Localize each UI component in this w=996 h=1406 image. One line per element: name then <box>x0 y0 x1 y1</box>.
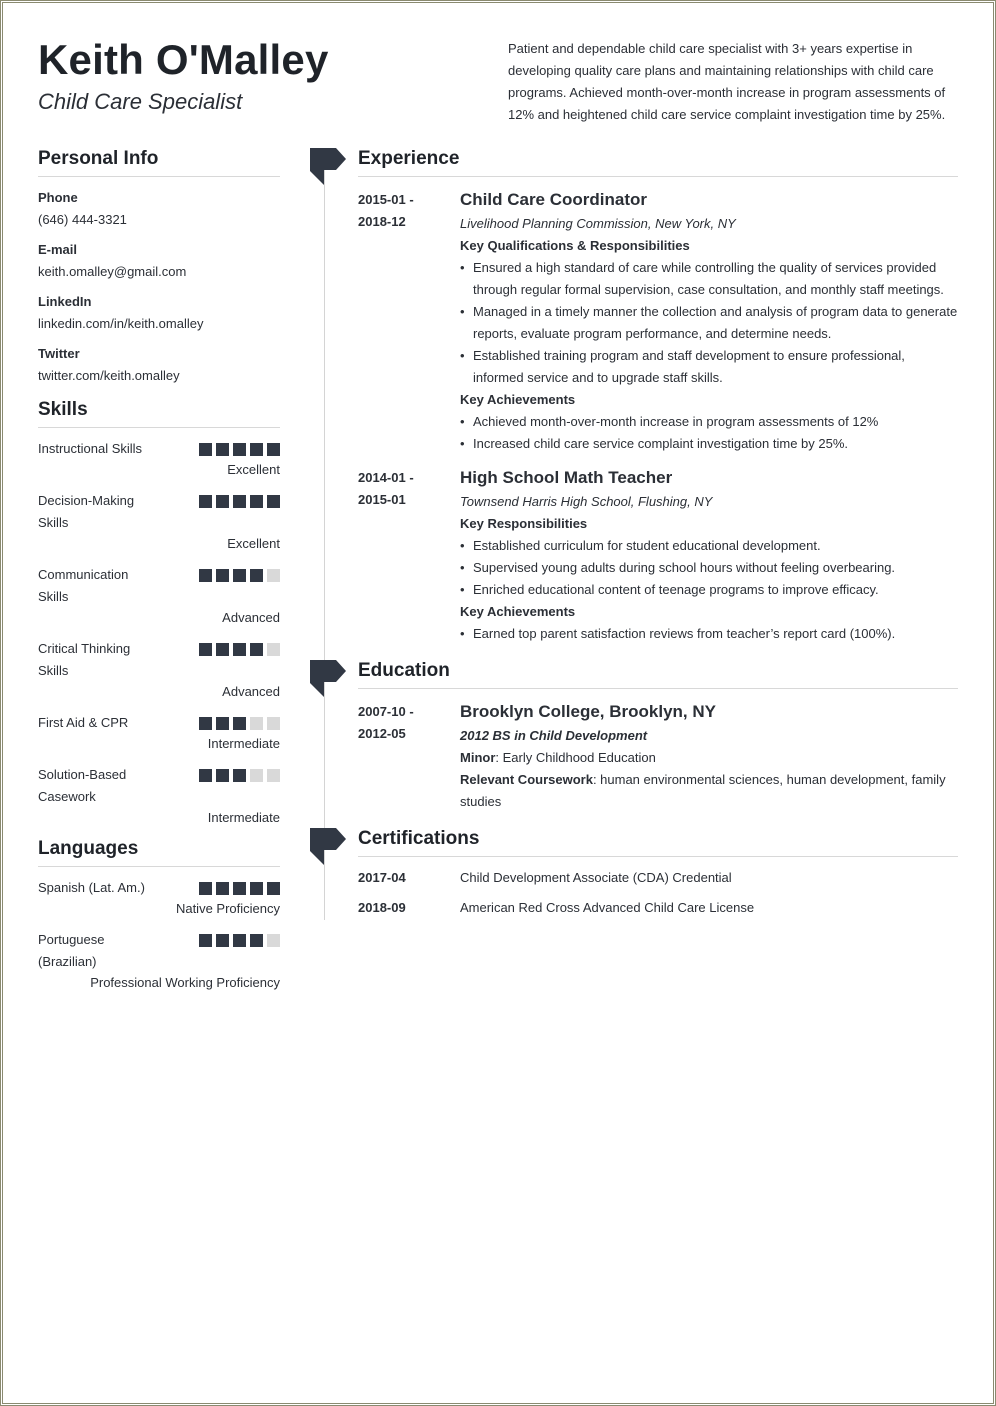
rating-square-filled <box>216 643 229 656</box>
skill-name: Instructional Skills <box>38 441 143 456</box>
date-end: 2015-01 <box>358 492 406 507</box>
proficiency-level: Advanced <box>222 684 280 699</box>
skills-list <box>38 438 280 828</box>
rating-square-filled <box>233 495 246 508</box>
rating-square-filled <box>267 443 280 456</box>
rating-square-filled <box>233 643 246 656</box>
proficiency-level: Intermediate <box>207 736 280 751</box>
bullet-item: • Enriched educational content of teenage programs to improve efficacy. <box>460 579 958 601</box>
coursework-label: Relevant Coursework <box>460 772 593 787</box>
minor-label: Minor <box>460 750 496 765</box>
timeline-line <box>324 170 325 920</box>
languages-list <box>38 877 280 993</box>
position-title: High School Math Teacher <box>460 468 673 487</box>
rating-square-empty <box>267 717 280 730</box>
education-entry <box>358 701 958 813</box>
education-heading: Education <box>358 660 958 689</box>
phone-value: (646) 444-3321 <box>38 212 127 227</box>
rating-square-filled <box>267 882 280 895</box>
rating-square-filled <box>250 934 263 947</box>
skill-item <box>38 564 280 628</box>
rating-square-empty <box>250 717 263 730</box>
skill-item <box>38 490 280 554</box>
certification-item <box>358 897 958 919</box>
skill-item <box>38 764 280 828</box>
language-name: Portuguese (Brazilian) <box>38 932 105 969</box>
rating-dots <box>199 882 280 895</box>
date-end: 2018-12 <box>358 214 406 229</box>
skill-item <box>38 438 280 480</box>
cert-date: 2018-09 <box>358 900 406 915</box>
subheading: Key Responsibilities <box>460 516 588 531</box>
degree: 2012 BS in Child Development <box>460 728 648 743</box>
rating-square-filled <box>216 495 229 508</box>
rating-square-filled <box>267 495 280 508</box>
entry-dates <box>358 189 460 455</box>
rating-square-filled <box>199 717 212 730</box>
rating-square-filled <box>216 443 229 456</box>
organization: Townsend Harris High School, Flushing, NY <box>460 494 713 509</box>
rating-square-filled <box>250 569 263 582</box>
cert-date: 2017-04 <box>358 870 406 885</box>
rating-dots <box>199 934 280 947</box>
proficiency-level: Intermediate <box>207 810 280 825</box>
cert-name: American Red Cross Advanced Child Care License <box>460 900 755 915</box>
date-start: 2014-01 - <box>358 470 414 485</box>
candidate-name: Keith O'Malley <box>38 36 329 83</box>
date-start: 2007-10 - <box>358 704 414 719</box>
bullet-item: • Supervised young adults during school hours without feeling overbearing. <box>460 557 958 579</box>
rating-dots <box>199 643 280 656</box>
certifications-section <box>358 828 958 919</box>
language-item <box>38 877 280 919</box>
coursework-line <box>460 769 958 813</box>
certifications-flag-icon <box>310 828 346 866</box>
date-start: 2015-01 - <box>358 192 414 207</box>
rating-square-filled <box>233 717 246 730</box>
rating-square-filled <box>250 495 263 508</box>
bullet-item: • Established training program and staff development to ensure professional, informed service and to upgrade staff skills. <box>460 345 958 389</box>
skill-item <box>38 712 280 754</box>
bullet-item: • Managed in a timely manner the collection and analysis of program data to generate reports, evaluate program performance, and determine needs. <box>460 301 958 345</box>
minor-value: : Early Childhood Education <box>495 750 656 765</box>
email-value[interactable]: keith.omalley@gmail.com <box>38 264 187 279</box>
rating-square-empty <box>267 934 280 947</box>
rating-square-empty <box>267 569 280 582</box>
rating-square-empty <box>267 769 280 782</box>
rating-square-filled <box>199 495 212 508</box>
rating-square-filled <box>199 569 212 582</box>
linkedin-value[interactable]: linkedin.com/in/keith.omalley <box>38 316 204 331</box>
left-column <box>38 148 280 1003</box>
skill-name: First Aid & CPR <box>38 715 129 730</box>
rating-dots <box>199 443 280 456</box>
rating-square-filled <box>216 569 229 582</box>
rating-square-filled <box>199 769 212 782</box>
personal-info-heading: Personal Info <box>38 148 280 177</box>
rating-square-filled <box>216 882 229 895</box>
rating-dots <box>199 717 280 730</box>
proficiency-level: Professional Working Proficiency <box>90 975 280 990</box>
skill-name: Communication Skills <box>38 567 129 604</box>
rating-dots <box>199 569 280 582</box>
skill-name: Solution-Based Casework <box>38 767 127 804</box>
rating-square-filled <box>216 769 229 782</box>
rating-square-filled <box>250 443 263 456</box>
rating-square-filled <box>199 882 212 895</box>
experience-heading: Experience <box>358 148 958 177</box>
bullet-item: • Earned top parent satisfaction reviews from teacher’s report card (100%). <box>460 623 958 645</box>
bullet-item: • Ensured a high standard of care while controlling the quality of services provided through regular formal supervision, case consultation, and monthly staff meetings. <box>460 257 958 301</box>
certification-item <box>358 867 958 889</box>
rating-square-empty <box>250 769 263 782</box>
languages-heading: Languages <box>38 838 280 867</box>
rating-square-filled <box>233 443 246 456</box>
skill-name: Critical Thinking Skills <box>38 641 131 678</box>
subheading: Key Achievements <box>460 392 576 407</box>
subheading: Key Qualifications & Responsibilities <box>460 238 690 253</box>
rating-square-filled <box>233 769 246 782</box>
rating-square-filled <box>199 643 212 656</box>
cert-name: Child Development Associate (CDA) Credential <box>460 870 732 885</box>
rating-square-filled <box>233 934 246 947</box>
twitter-label: Twitter <box>38 346 80 361</box>
skill-name: Decision-Making Skills <box>38 493 135 530</box>
experience-section <box>358 148 958 645</box>
minor-line <box>460 747 958 769</box>
rating-square-filled <box>199 443 212 456</box>
rating-dots <box>199 769 280 782</box>
profile-summary: Patient and dependable child care specialist with 3+ years expertise in developing quality care plans and maintaining relationships with child care programs. Achieved month-over-month increase in program assessments of 12% and heightened child care service complaint investigation time by 25%. <box>508 41 946 122</box>
rating-square-filled <box>216 934 229 947</box>
experience-entry <box>358 189 958 455</box>
proficiency-level: Excellent <box>227 462 280 477</box>
education-flag-icon <box>310 660 346 698</box>
subheading: Key Achievements <box>460 604 576 619</box>
date-end: 2012-05 <box>358 726 406 741</box>
proficiency-level: Native Proficiency <box>175 901 280 916</box>
job-title: Child Care Specialist <box>38 89 243 114</box>
school-name: Brooklyn College, Brooklyn, NY <box>460 702 716 721</box>
certifications-heading: Certifications <box>358 828 958 857</box>
rating-square-filled <box>250 643 263 656</box>
phone-label: Phone <box>38 190 78 205</box>
entry-dates <box>358 701 460 813</box>
experience-entry <box>358 467 958 645</box>
personal-info-list <box>38 187 280 387</box>
rating-square-empty <box>267 643 280 656</box>
skill-item <box>38 638 280 702</box>
entry-dates <box>358 467 460 645</box>
proficiency-level: Advanced <box>222 610 280 625</box>
coursework-value: : human environmental sciences, human development, family studies <box>460 772 946 809</box>
bullet-item: • Increased child care service complaint investigation time by 25%. <box>460 433 958 455</box>
bullet-item: • Achieved month-over-month increase in program assessments of 12% <box>460 411 958 433</box>
education-section <box>358 660 958 813</box>
bullet-item: • Established curriculum for student educational development. <box>460 535 958 557</box>
linkedin-label: LinkedIn <box>38 294 92 309</box>
language-item <box>38 929 280 993</box>
rating-square-filled <box>233 569 246 582</box>
rating-dots <box>199 495 280 508</box>
experience-flag-icon <box>310 148 346 186</box>
language-name: Spanish (Lat. Am.) <box>38 880 145 895</box>
organization: Livelihood Planning Commission, New York, NY <box>460 216 736 231</box>
rating-square-filled <box>250 882 263 895</box>
proficiency-level: Excellent <box>227 536 280 551</box>
twitter-value[interactable]: twitter.com/keith.omalley <box>38 368 180 383</box>
rating-square-filled <box>233 882 246 895</box>
rating-square-filled <box>199 934 212 947</box>
position-title: Child Care Coordinator <box>460 190 648 209</box>
skills-heading: Skills <box>38 399 280 428</box>
email-label: E-mail <box>38 242 78 257</box>
rating-square-filled <box>216 717 229 730</box>
